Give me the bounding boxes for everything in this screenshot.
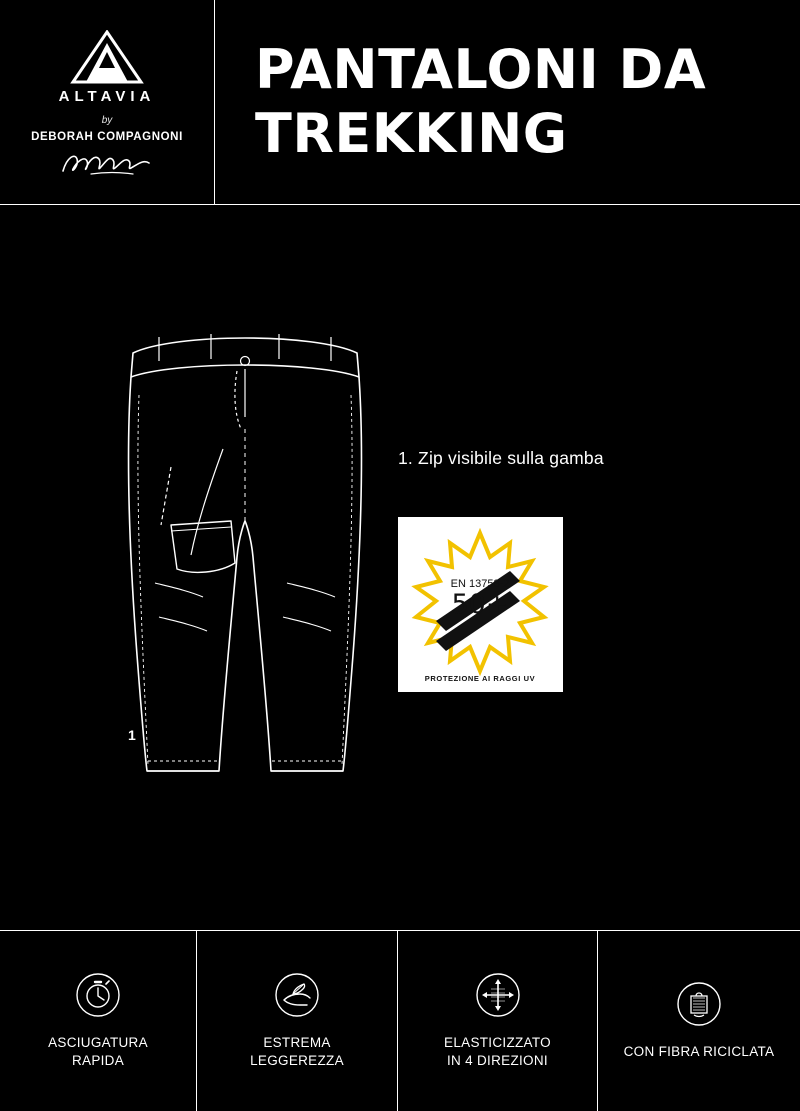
feature-label bbox=[444, 1034, 551, 1070]
recycled-fiber-icon bbox=[676, 981, 722, 1027]
feature-recycled-fiber bbox=[598, 931, 800, 1111]
feature-label bbox=[48, 1034, 148, 1070]
feature-extreme-lightness bbox=[197, 931, 398, 1111]
brand-block bbox=[0, 0, 215, 205]
feature-label bbox=[250, 1034, 344, 1070]
header bbox=[0, 0, 800, 205]
feature-quick-drying bbox=[0, 931, 197, 1111]
stopwatch-drying-icon bbox=[75, 972, 121, 1018]
feature-four-way-stretch bbox=[398, 931, 598, 1111]
uv-standard-label: EN 13758-2 bbox=[450, 578, 510, 590]
main-content bbox=[0, 205, 800, 930]
feather-on-hand-icon bbox=[274, 972, 320, 1018]
uv-caption-label: PROTEZIONE AI RAGGI UV bbox=[424, 674, 536, 683]
feature-label-line1: ASCIUGATURA bbox=[48, 1034, 148, 1050]
title-block bbox=[215, 0, 800, 205]
feature-label bbox=[624, 1043, 775, 1061]
uv-rating-label: 50+ bbox=[451, 589, 509, 620]
trekking-pants-technical-drawing-icon bbox=[115, 325, 375, 795]
callout-description: 1. Zip visibile sulla gamba bbox=[398, 448, 604, 468]
feature-label-line2: IN 4 DIREZIONI bbox=[447, 1053, 548, 1068]
altavia-mountain-logo-icon bbox=[70, 30, 144, 84]
feature-label-line1: ESTREMA bbox=[263, 1034, 331, 1050]
feature-label-line1: ELASTICIZZATO bbox=[444, 1034, 551, 1050]
brand-name: ALTAVIA bbox=[58, 88, 156, 105]
callout-marker-1: 1 bbox=[128, 727, 136, 743]
four-way-stretch-arrows-icon bbox=[475, 972, 521, 1018]
feature-label-line1: CON FIBRA RICICLATA bbox=[623, 1043, 775, 1059]
handwritten-signature-icon bbox=[57, 149, 157, 179]
feature-label-line2: RAPIDA bbox=[71, 1053, 125, 1068]
brand-person-name: DEBORAH COMPAGNONI bbox=[31, 131, 183, 143]
page-title: PANTALONI DA TREKKING bbox=[255, 38, 707, 165]
feature-label-line2: LEGGEREZZA bbox=[250, 1053, 344, 1068]
features-footer bbox=[0, 930, 800, 1111]
uv-protection-badge bbox=[398, 517, 563, 692]
brand-by-label: by bbox=[101, 115, 113, 126]
